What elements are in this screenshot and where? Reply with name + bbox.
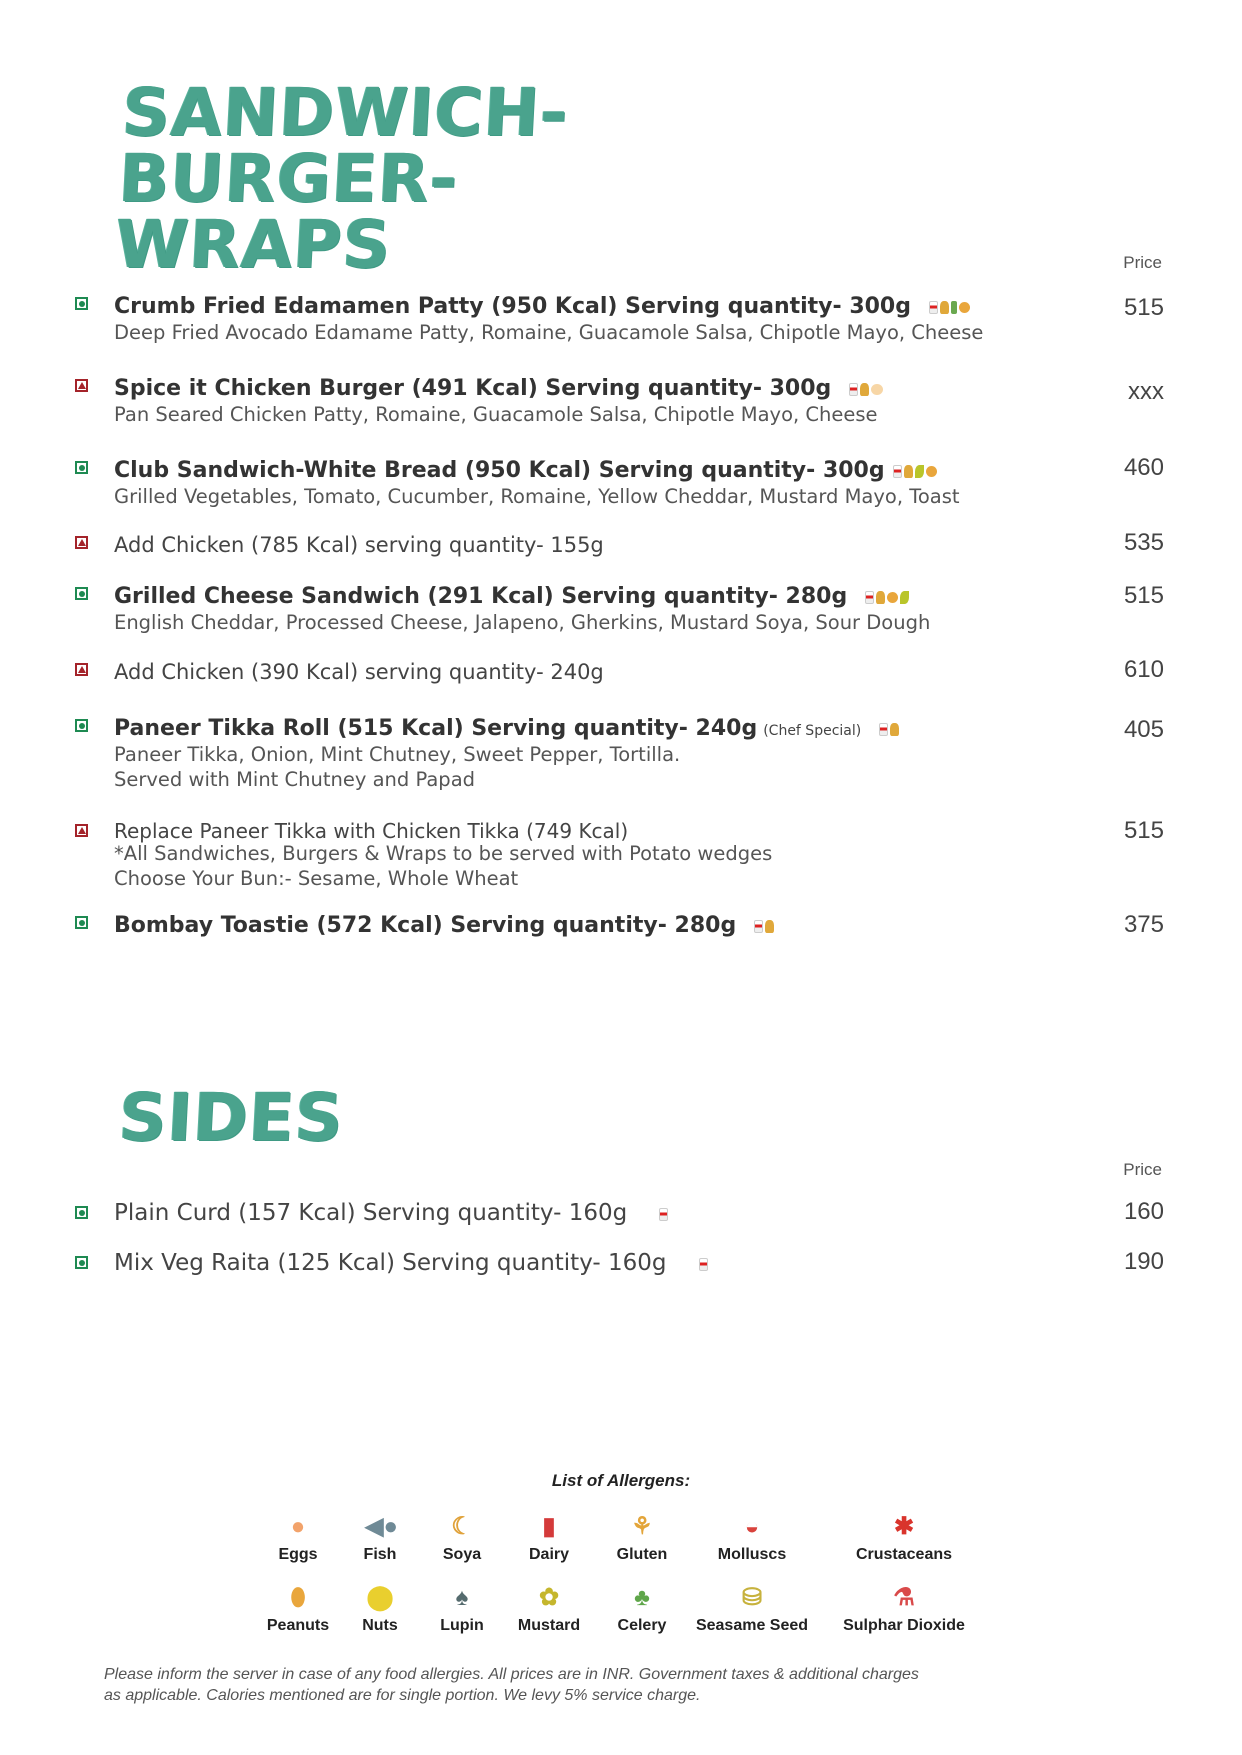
item-price: 535 [1123,529,1164,556]
egg-icon [871,384,883,395]
soya-icon [926,466,937,477]
peanut-icon: ⬮ [290,1584,306,1611]
item-price: 190 [1123,1248,1164,1275]
veg-icon [75,1256,88,1269]
allergen-label: Soya [442,1546,482,1563]
mustard-icon: ✿ [538,1584,560,1611]
veg-icon [75,916,88,929]
section-title-sides: SIDES [117,1079,346,1156]
dairy-icon [893,465,902,478]
section-title-line2: BURGER-WRAPS [113,140,461,283]
item-title: Crumb Fried Edamamen Patty (950 Kcal) Serving quantity- 300g [114,294,911,319]
item-title: Paneer Tikka Roll (515 Kcal) Serving quantity- 240g [114,716,758,741]
item-price: 460 [1123,454,1164,481]
item-title-wrap [114,1250,710,1277]
item-title: Add Chicken (390 Kcal) serving quantity- 240g [114,660,604,684]
item-description-2: Served with Mint Chutney and Papad [114,767,476,791]
item-note: *All Sandwiches, Burgers & Wraps to be served with Potato wedges [114,842,773,865]
fish-icon: ◀● [365,1513,398,1540]
item-title-wrap [114,716,901,742]
item-description: Pan Seared Chicken Patty, Romaine, Guacamole Salsa, Chipotle Mayo, Cheese [114,402,878,426]
allergen-label: Seasame Seed [695,1617,809,1634]
allergen-molluscs [677,1512,827,1564]
nonveg-icon [75,824,88,837]
veg-icon [75,719,88,732]
section-title-sandwich [113,74,724,283]
veg-icon [75,1206,88,1219]
item-title: Grilled Cheese Sandwich (291 Kcal) Serving quantity- 280g [114,584,848,609]
item-title: Plain Curd (157 Kcal) Serving quantity- 160g [114,1200,628,1226]
item-price: 405 [1123,716,1164,743]
chef-special-note: (Chef Special) [763,723,862,739]
sulphur-dioxide-icon: ⚗ [893,1584,915,1611]
allergen-label: Lupin [440,1617,484,1634]
item-title: Replace Paneer Tikka with Chicken Tikka (749 Kcal) [114,819,629,843]
mustard-icon [915,465,924,478]
footer-note [104,1664,919,1706]
allergen-label: Sulphar Dioxide [843,1617,965,1634]
dairy-icon [699,1258,708,1271]
item-title-wrap [114,913,776,939]
item-description: Deep Fried Avocado Edamame Patty, Romaine, Guacamole Salsa, Chipotle Mayo, Cheese [114,320,984,344]
allergen-sesame [677,1583,827,1635]
allergen-label: Mustard [517,1617,581,1634]
item-price: 610 [1123,656,1164,683]
allergen-label: Gluten [616,1546,668,1563]
nonveg-icon [75,536,88,549]
soya-icon [887,592,898,603]
item-note-2: Choose Your Bun:- Sesame, Whole Wheat [114,867,519,890]
item-title-wrap [114,294,983,320]
soya-icon: ☾ [451,1513,473,1540]
item-title: Mix Veg Raita (125 Kcal) Serving quantity- 160g [114,1250,667,1276]
item-title: Bombay Toastie (572 Kcal) Serving quantity- 280g [114,913,737,938]
item-title: Club Sandwich-White Bread (950 Kcal) Serving quantity- 300g [114,458,885,483]
allergen-icons [659,1201,670,1227]
gluten-icon: ⚘ [631,1513,653,1540]
dairy-icon: ▮ [542,1513,556,1540]
allergen-icons [893,459,939,484]
item-price: 515 [1123,582,1164,609]
price-column-header: Price [1123,253,1162,272]
allergen-label: Dairy [528,1546,570,1563]
celery-icon [951,301,957,314]
section-title-line1: SANDWICH- [120,74,571,151]
item-description: English Cheddar, Processed Cheese, Jalapeno, Gherkins, Mustard Soya, Sour Dough [114,610,931,634]
allergen-label: Peanuts [266,1617,330,1634]
lupin-icon: ♠ [455,1584,469,1611]
dairy-icon [754,920,763,933]
allergen-label: Crustaceans [855,1546,953,1563]
gluten-icon [765,920,774,933]
footer-line-2: as applicable. Calories mentioned are for single portion. We levy 5% service charge. [104,1687,701,1704]
allergen-list-title: List of Allergens: [551,1471,691,1490]
gluten-icon [940,301,949,314]
dairy-icon [865,591,874,604]
celery-icon: ♣ [634,1584,650,1611]
allergen-label: Eggs [278,1546,318,1563]
mustard-icon [900,591,909,604]
allergen-label: Fish [363,1546,397,1563]
egg-icon: ● [290,1513,306,1540]
veg-icon [75,297,88,310]
dairy-icon [849,383,858,396]
crab-icon: ✱ [893,1513,915,1540]
gluten-icon [876,591,885,604]
allergen-icons [849,377,885,402]
soya-icon [959,302,970,313]
item-price: xxx [1128,378,1164,405]
item-description: Paneer Tikka, Onion, Mint Chutney, Sweet Pepper, Tortilla. [114,742,681,766]
dairy-icon [659,1208,668,1221]
allergen-crustaceans [829,1512,979,1564]
allergen-label: Nuts [362,1617,398,1634]
item-price: 375 [1123,911,1164,938]
nonveg-icon [75,379,88,392]
sesame-icon: ⛁ [741,1584,763,1611]
gluten-icon [890,723,899,736]
item-description: Grilled Vegetables, Tomato, Cucumber, Romaine, Yellow Cheddar, Mustard Mayo, Toast [114,484,960,508]
allergen-icons [929,295,972,320]
dairy-icon [879,723,888,736]
allergen-icons [699,1251,710,1277]
item-title: Add Chicken (785 Kcal) serving quantity- 155g [114,533,604,557]
nut-icon: ⬤ [366,1584,394,1611]
allergen-icons [865,585,911,610]
price-column-header: Price [1123,1160,1162,1179]
item-title: Spice it Chicken Burger (491 Kcal) Serving quantity- 300g [114,376,832,401]
allergen-label: Molluscs [717,1546,787,1563]
item-title-wrap [114,376,885,402]
item-title-wrap [114,1200,670,1227]
allergen-label: Celery [617,1617,667,1634]
gluten-icon [860,383,869,396]
allergen-icons [879,717,901,742]
item-price: 160 [1123,1198,1164,1225]
gluten-icon [904,465,913,478]
footer-line-1: Please inform the server in case of any food allergies. All prices are in INR. Government taxes & additional charges [104,1666,919,1683]
veg-icon [75,587,88,600]
item-price: 515 [1123,817,1164,844]
allergen-icons [754,914,776,939]
nonveg-icon [75,663,88,676]
dairy-icon [929,301,938,314]
allergen-sulphar-dioxide [829,1583,979,1635]
veg-icon [75,461,88,474]
item-title-wrap [114,584,930,610]
item-title-wrap [114,458,960,484]
item-price: 515 [1123,294,1164,321]
molluscs-icon: ◒ [744,1513,760,1540]
